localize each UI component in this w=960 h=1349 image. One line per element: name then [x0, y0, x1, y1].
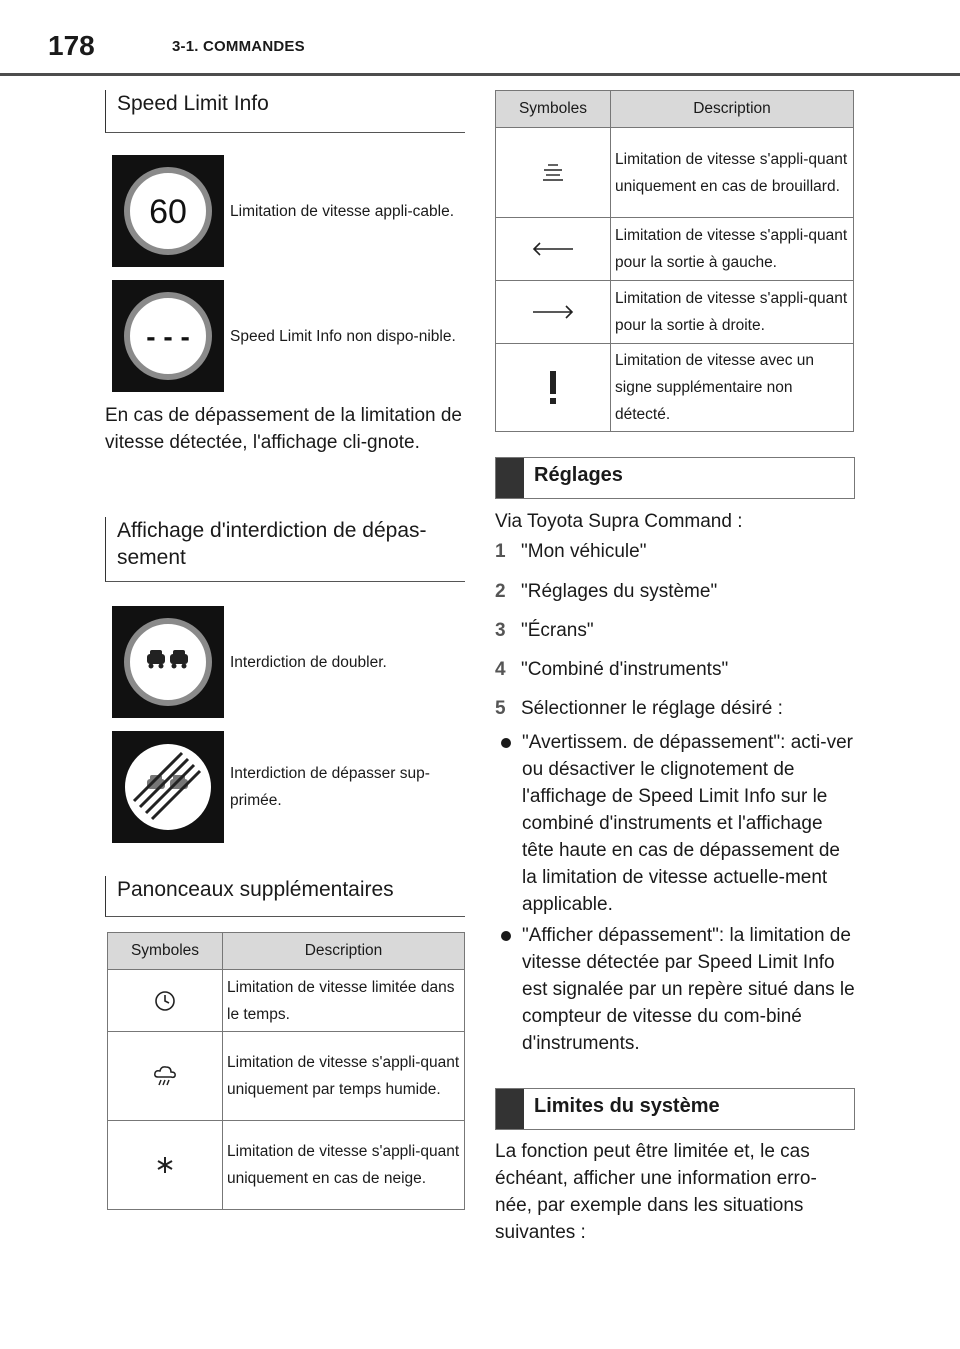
step-2	[495, 578, 717, 605]
sign-description: Interdiction de doubler.	[230, 653, 387, 671]
section-title-no-overtaking	[105, 517, 465, 582]
row-description: Limitation de vitesse s'appli-quant uniquement en cas de neige.	[223, 1121, 465, 1210]
fog-icon	[496, 128, 611, 218]
section-header-reglages	[495, 457, 855, 499]
header-divider	[0, 73, 960, 76]
table-row	[108, 970, 465, 1032]
sign-row-no-overtaking-end	[112, 731, 472, 843]
row-description: Limitation de vitesse s'appli-quant pour la sortie à droite.	[611, 281, 854, 344]
step-text: "Écrans"	[521, 620, 594, 641]
table-row	[496, 218, 854, 281]
step-number: 1	[495, 541, 506, 562]
section-header-bar	[496, 1089, 524, 1129]
step-5	[495, 695, 783, 722]
step-number: 3	[495, 620, 506, 641]
sign-description: Interdiction de dépasser sup-primée.	[230, 765, 430, 809]
step-text: "Combiné d'instruments"	[521, 659, 729, 680]
exclamation-icon	[496, 344, 611, 432]
step-text: Sélectionner le réglage désiré :	[521, 698, 783, 719]
column-header-symbols: Symboles	[496, 91, 611, 128]
bullet-item	[495, 922, 855, 1057]
paragraph-overspeed: En cas de dépassement de la limitation de vitesse détectée, l'affichage cli-gnote.	[105, 405, 462, 453]
step-text: "Réglages du système"	[521, 581, 718, 602]
bullet-text: "Avertissem. de dépassement": acti-ver ou désactiver le clignotement de l'affichage de Speed Limit Info sur le combiné d'instruments et l'affichage tête haute en cas de dépassement de la limitation de vitesse actuelle-ment applicable.	[522, 732, 853, 915]
step-number: 2	[495, 581, 506, 602]
step-3	[495, 617, 594, 644]
arrow-left-icon	[496, 218, 611, 281]
supplementary-table-right	[495, 90, 854, 432]
row-description: Limitation de vitesse limitée dans le temps.	[223, 970, 465, 1032]
via-text: Via Toyota Supra Command :	[495, 511, 743, 532]
chapter-title: 3-1. COMMANDES	[172, 38, 305, 55]
step-text: "Mon véhicule"	[521, 541, 647, 562]
unavailable-sign-icon	[112, 280, 224, 392]
bullet-item	[495, 729, 855, 918]
arrow-right-icon	[496, 281, 611, 344]
section-header-limites	[495, 1088, 855, 1130]
sign-dashes: - - -	[146, 321, 190, 352]
bullet-dot	[501, 738, 511, 748]
section-title-text: Affichage d'interdiction de dépas-sement	[117, 519, 427, 569]
table-row	[108, 1121, 465, 1210]
sign-row-unavailable	[112, 280, 472, 392]
paragraph-limits: La fonction peut être limitée et, le cas échéant, afficher une information erro-née, par exemple dans les situations suivantes :	[495, 1141, 817, 1243]
row-description: Limitation de vitesse avec un signe supplémentaire non détecté.	[611, 344, 854, 432]
step-number: 5	[495, 698, 506, 719]
snowflake-icon	[108, 1121, 223, 1210]
table-row	[108, 1032, 465, 1121]
bullet-text: "Afficher dépassement": la limitation de vitesse détectée par Speed Limit Info est signalée par un repère situé dans le compteur de vitesse du com-biné d'instruments.	[522, 925, 855, 1054]
section-title-supplementary	[105, 876, 465, 917]
sign-row-speed-limit	[112, 155, 472, 267]
step-4	[495, 656, 728, 683]
section-header-title: Limites du système	[534, 1095, 720, 1117]
sign-row-no-overtaking	[112, 606, 472, 718]
sign-speed-value: 60	[149, 193, 187, 231]
section-title-speed-limit-info	[105, 90, 465, 133]
clock-icon	[108, 970, 223, 1032]
table-row	[496, 281, 854, 344]
no-overtaking-sign-icon	[112, 606, 224, 718]
speed-limit-sign-icon	[112, 155, 224, 267]
sign-description: Speed Limit Info non dispo-nible.	[230, 327, 456, 345]
end-no-overtaking-sign-icon	[112, 731, 224, 843]
supplementary-table-left	[107, 932, 465, 1210]
page-number: 178	[48, 30, 95, 61]
sign-description: Limitation de vitesse appli-cable.	[230, 202, 455, 220]
section-header-title: Réglages	[534, 464, 623, 486]
section-title-text: Panonceaux supplémentaires	[117, 878, 394, 901]
table-row	[496, 344, 854, 432]
column-header-symbols: Symboles	[108, 933, 223, 970]
row-description: Limitation de vitesse s'appli-quant uniquement en cas de brouillard.	[611, 128, 854, 218]
rain-cloud-icon	[108, 1032, 223, 1121]
step-1	[495, 538, 646, 565]
step-number: 4	[495, 659, 506, 680]
bullet-dot	[501, 931, 511, 941]
row-description: Limitation de vitesse s'appli-quant uniquement par temps humide.	[223, 1032, 465, 1121]
table-row	[496, 128, 854, 218]
row-description: Limitation de vitesse s'appli-quant pour la sortie à gauche.	[611, 218, 854, 281]
section-title-text: Speed Limit Info	[117, 92, 269, 115]
section-header-bar	[496, 458, 524, 498]
column-header-description: Description	[223, 933, 465, 970]
column-header-description: Description	[611, 91, 854, 128]
